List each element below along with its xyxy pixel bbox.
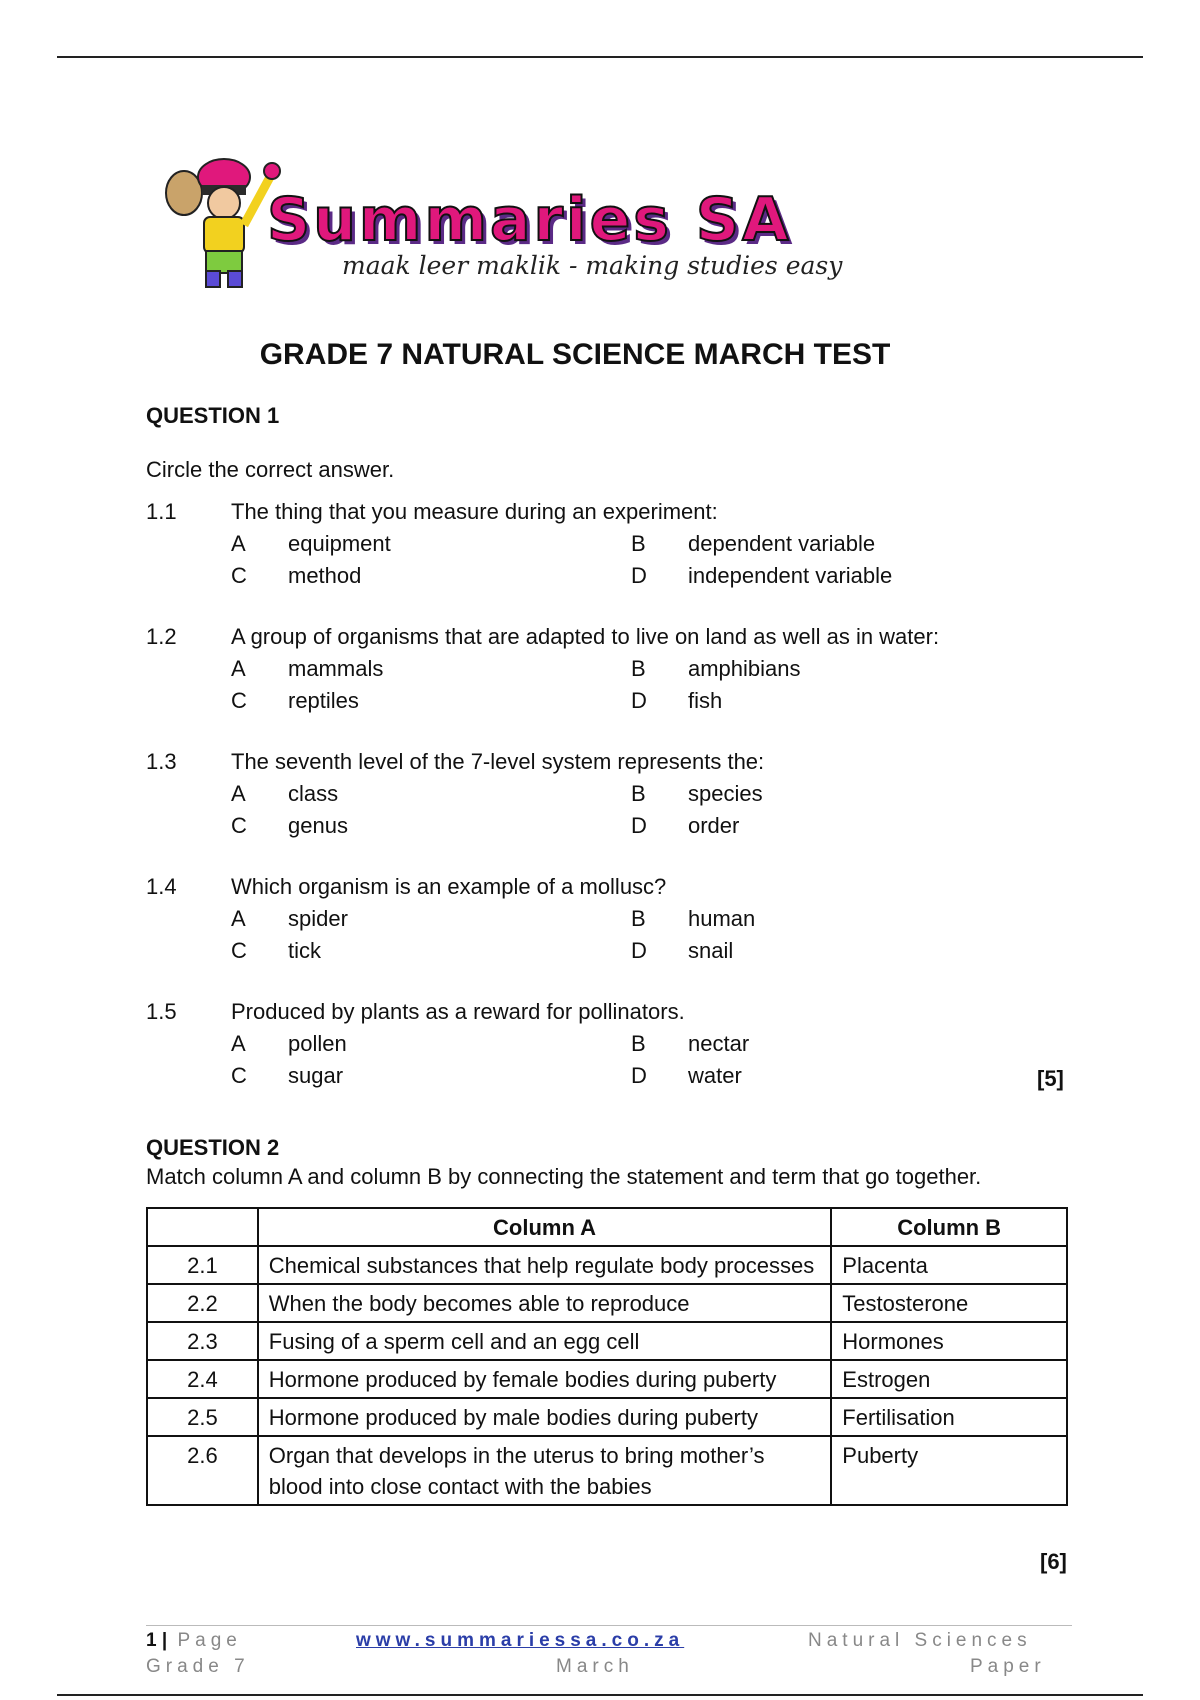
page-footer: [146, 1625, 1072, 1678]
row-number: 2.6: [147, 1436, 258, 1505]
option-letter: A: [231, 531, 246, 556]
question-stem: A group of organisms that are adapted to live on land as well as in water:: [231, 624, 940, 649]
footer-website-link[interactable]: www.summariessa.co.za: [356, 1630, 685, 1651]
option-text: nectar: [688, 1031, 750, 1056]
option-letter: C: [231, 563, 247, 588]
question-number: 1.1: [146, 499, 177, 524]
option-text: tick: [288, 938, 321, 963]
footer-month: March: [556, 1656, 634, 1677]
option-text: spider: [288, 906, 348, 931]
option-letter: D: [631, 938, 647, 963]
column-a-statement: When the body becomes able to reproduce: [258, 1284, 831, 1322]
option-text: sugar: [288, 1063, 344, 1088]
row-number: 2.2: [147, 1284, 258, 1322]
top-rule: [57, 56, 1143, 58]
option-text: order: [688, 813, 740, 838]
option-letter: C: [231, 688, 247, 713]
column-a-statement: Hormone produced by male bodies during puberty: [258, 1398, 831, 1436]
question-1-marks: [5]: [1037, 1066, 1064, 1091]
option-letter: B: [631, 531, 646, 556]
option-text: pollen: [288, 1031, 347, 1056]
option-text: mammals: [288, 656, 384, 681]
question-number: 1.4: [146, 874, 177, 899]
column-b-term: Estrogen: [831, 1360, 1067, 1398]
option-letter: A: [231, 1031, 246, 1056]
option-text: dependent variable: [688, 531, 876, 556]
footer-paper: Paper: [970, 1656, 1046, 1677]
option-text: water: [688, 1063, 742, 1088]
question-item: [146, 999, 1076, 1095]
question-number: 1.2: [146, 624, 177, 649]
option-letter: A: [231, 781, 246, 806]
table-header-row: [147, 1208, 1067, 1246]
question-stem: Produced by plants as a reward for pollinators.: [231, 999, 685, 1024]
column-b-term: Placenta: [831, 1246, 1067, 1284]
option-letter: D: [631, 563, 647, 588]
question-item: [146, 499, 1076, 595]
option-letter: C: [231, 813, 247, 838]
blank-header-cell: [147, 1208, 258, 1246]
question-stem: Which organism is an example of a mollusc?: [231, 874, 667, 899]
option-text: fish: [688, 688, 723, 713]
option-letter: D: [631, 1063, 647, 1088]
option-text: amphibians: [688, 656, 801, 681]
option-letter: A: [231, 656, 246, 681]
question-number: 1.3: [146, 749, 177, 774]
table-row: [147, 1398, 1067, 1436]
column-b-header: Column B: [831, 1208, 1067, 1246]
option-text: human: [688, 906, 756, 931]
question-stem: The thing that you measure during an experiment:: [231, 499, 718, 524]
option-letter: C: [231, 1063, 247, 1088]
column-a-header: Column A: [258, 1208, 831, 1246]
question-2-instruction: Match column A and column B by connecting the statement and term that go together.: [146, 1164, 982, 1189]
option-letter: B: [631, 781, 646, 806]
option-text: species: [688, 781, 763, 806]
column-a-statement: Hormone produced by female bodies during puberty: [258, 1360, 831, 1398]
table-row: [147, 1246, 1067, 1284]
option-text: genus: [288, 813, 348, 838]
column-b-term: Testosterone: [831, 1284, 1067, 1322]
bottom-rule: [57, 1694, 1143, 1696]
question-item: [146, 874, 1076, 970]
footer-subject: Natural Sciences: [808, 1630, 1032, 1651]
question-stem: The seventh level of the 7-level system represents the:: [231, 749, 765, 774]
row-number: 2.4: [147, 1360, 258, 1398]
option-text: method: [288, 563, 362, 588]
question-2-heading: QUESTION 2: [146, 1135, 280, 1160]
row-number: 2.5: [147, 1398, 258, 1436]
table-row: [147, 1360, 1067, 1398]
option-letter: B: [631, 906, 646, 931]
option-text: equipment: [288, 531, 391, 556]
question-number: 1.5: [146, 999, 177, 1024]
column-a-statement: Organ that develops in the uterus to bring mother’s blood into close contact with the babies: [258, 1436, 831, 1505]
question-2-marks: [6]: [1040, 1549, 1067, 1574]
mascot-icon: [162, 155, 282, 290]
option-text: snail: [688, 938, 734, 963]
brand-tagline: maak leer maklik - making studies easy: [342, 251, 843, 280]
footer-grade: Grade 7: [146, 1656, 250, 1677]
matching-table: [146, 1207, 1068, 1506]
option-text: independent variable: [688, 563, 893, 588]
footer-page-number: 1 |: [146, 1630, 168, 1651]
option-letter: B: [631, 656, 646, 681]
column-b-term: Fertilisation: [831, 1398, 1067, 1436]
question-item: [146, 624, 1076, 720]
brand-name: Summaries SA: [267, 185, 792, 255]
row-number: 2.1: [147, 1246, 258, 1284]
row-number: 2.3: [147, 1322, 258, 1360]
question-1-instruction: Circle the correct answer.: [146, 457, 395, 482]
page-title: GRADE 7 NATURAL SCIENCE MARCH TEST: [259, 338, 891, 371]
option-letter: D: [631, 813, 647, 838]
question-1-heading: QUESTION 1: [146, 403, 280, 428]
column-b-term: Hormones: [831, 1322, 1067, 1360]
footer-page-label: [146, 1630, 242, 1652]
option-letter: D: [631, 688, 647, 713]
summaries-sa-logo: [162, 155, 1002, 295]
column-a-statement: Fusing of a sperm cell and an egg cell: [258, 1322, 831, 1360]
table-row: [147, 1322, 1067, 1360]
table-row: [147, 1436, 1067, 1505]
footer-page-word: Page: [177, 1630, 242, 1651]
table-row: [147, 1284, 1067, 1322]
column-b-term: Puberty: [831, 1436, 1067, 1505]
option-letter: A: [231, 906, 246, 931]
question-item: [146, 749, 1076, 845]
column-a-statement: Chemical substances that help regulate body processes: [258, 1246, 831, 1284]
option-text: class: [288, 781, 339, 806]
option-text: reptiles: [288, 688, 359, 713]
option-letter: C: [231, 938, 247, 963]
option-letter: B: [631, 1031, 646, 1056]
